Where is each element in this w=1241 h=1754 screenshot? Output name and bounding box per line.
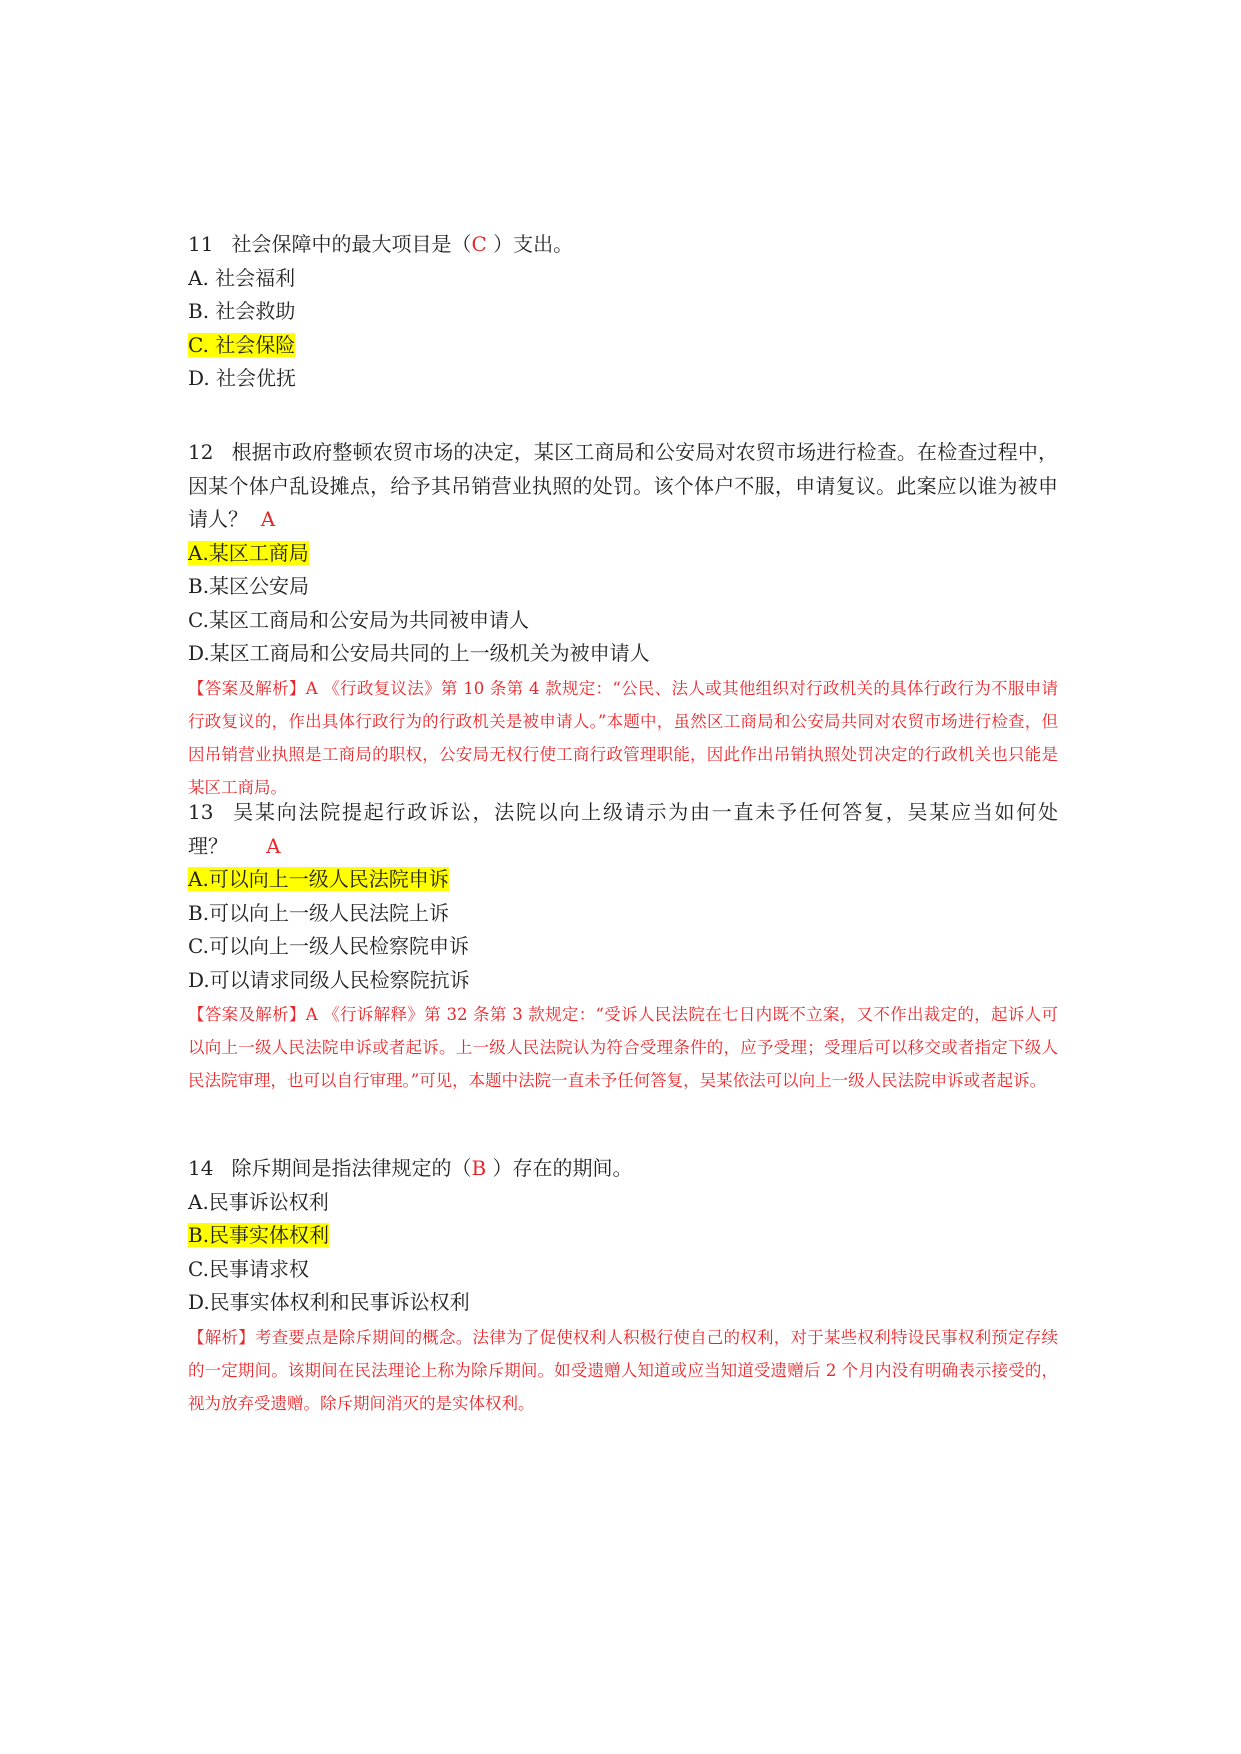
option-c: C.某区工商局和公安局为共同被申请人 [188, 607, 529, 632]
option-a-correct: A.某区工商局 [188, 540, 309, 565]
option-a: A.民事诉讼权利 [188, 1189, 329, 1214]
question-stem: 13 吴某向法院提起行政诉讼，法院以向上级请示为由一直未予任何答复，吴某应当如何处理？ A [188, 800, 1058, 858]
option-b-correct: B.民事实体权利 [188, 1223, 330, 1247]
question-12 [188, 436, 1058, 804]
question-11 [188, 228, 1058, 396]
option-a-correct: A.可以向上一级人民法院申诉 [188, 867, 449, 891]
option-b: B.某区公安局 [188, 574, 310, 598]
option-d: D. 社会优抚 [188, 366, 297, 390]
option-c: C.可以向上一级人民检察院申诉 [188, 934, 469, 958]
analysis-label: 【解析】 [188, 1327, 255, 1347]
question-stem: 14 除斥期间是指法律规定的（B ）存在的期间。 [188, 1156, 633, 1180]
option-a: A. 社会福利 [188, 265, 296, 290]
answer-analysis: 【解析】考查要点是除斥期间的概念。法律为了促使权利人积极行使自己的权利，对于某些权利特设民事权利预定存续的一定期间。该期间在民法理论上称为除斥期间。如受遗赠人知道或应当知道受遗赠后 2 个月内没有明确表示接受的，视为放弃受遗赠。除斥期间消灭的是实体权利。 [188, 1327, 1059, 1413]
answer-mark: A [260, 507, 276, 531]
question-number: 11 [188, 232, 214, 256]
option-d: D.某区工商局和公安局共同的上一级机关为被申请人 [188, 641, 650, 665]
option-b: B.可以向上一级人民法院上诉 [188, 900, 450, 925]
analysis-label: 【答案及解析】 [188, 678, 306, 698]
question-stem: 12 根据市政府整顿农贸市场的决定，某区工商局和公安局对农贸市场进行检查。在检查过程中，因某个体户乱设摊点，给予其吊销营业执照的处罚。该个体户不服，申请复议。此案应以谁为被申请人？ A [188, 440, 1058, 531]
option-d: D.可以请求同级人民检察院抗诉 [188, 967, 470, 992]
question-14 [188, 1152, 1058, 1420]
option-d: D.民事实体权利和民事诉讼权利 [188, 1290, 470, 1314]
answer-analysis: 【答案及解析】A 《行政复议法》第 10 条第 4 款规定：“公民、法人或其他组织对行政机关的具体行政行为不服申请行政复议的，作出具体行政行为的行政机关是被申请人。”本题中，虽然区工商局和公安局共同对农贸市场进行检查，但因吊销营业执照是工商局的职权，公安局无权行使工商行政管理职能，因此作出吊销执照处罚决定的行政机关也只能是某区工商局。 [188, 678, 1058, 797]
answer-mark: B [471, 1156, 487, 1180]
analysis-label: 【答案及解析】 [188, 1005, 306, 1024]
option-b: B. 社会救助 [188, 299, 296, 323]
question-number: 13 [188, 800, 214, 824]
question-13 [188, 796, 1058, 1097]
answer-analysis: 【答案及解析】A 《行诉解释》第 32 条第 3 款规定：“受诉人民法院在七日内既不立案，又不作出裁定的，起诉人可以向上一级人民法院申诉或者起诉。上一级人民法院认为符合受理条件的，应予受理；受理后可以移交或者指定下级人民法院审理，也可以自行审理。”可见，本题中法院一直未予任何答复，吴某依法可以向上一级人民法院申诉或者起诉。 [188, 1005, 1058, 1090]
question-number: 12 [188, 440, 214, 464]
question-stem: 11 社会保障中的最大项目是（C ）支出。 [188, 232, 574, 256]
answer-mark: C [471, 232, 487, 256]
question-number: 14 [188, 1156, 214, 1180]
answer-mark: A [266, 833, 281, 858]
option-c-correct: C. 社会保险 [188, 332, 296, 357]
option-c: C.民事请求权 [188, 1256, 309, 1281]
